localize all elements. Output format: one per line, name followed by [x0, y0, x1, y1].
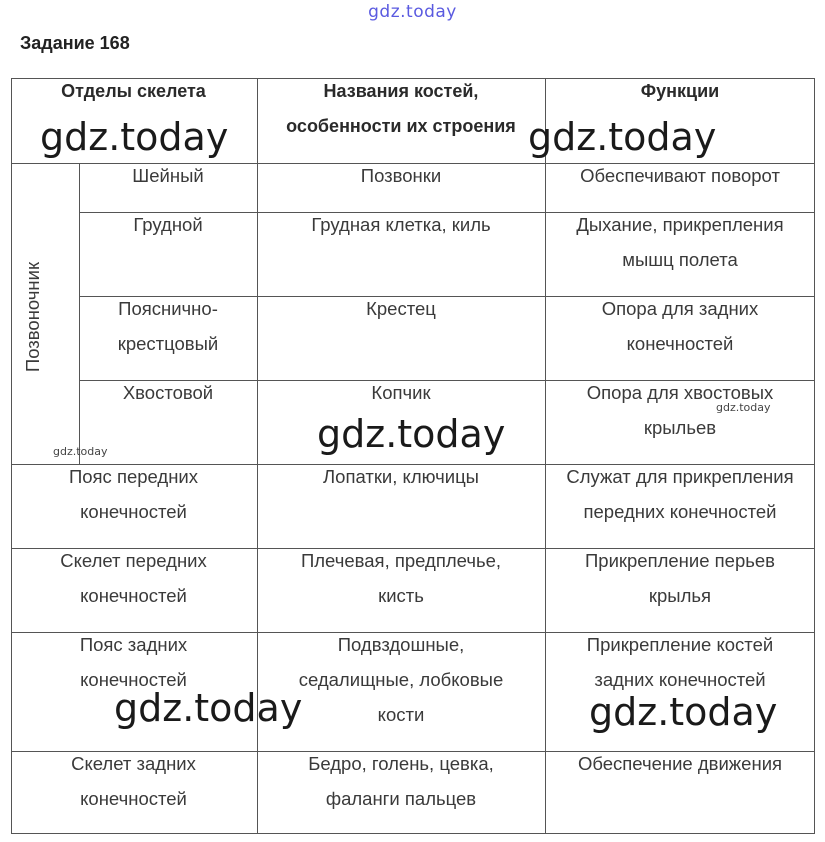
bones-cell: Крестец	[366, 298, 436, 319]
header-functions: Функции	[640, 81, 720, 101]
section-cell: Скелет передних конечностей	[60, 550, 207, 606]
function-cell: Опора для хвостовых крыльев	[586, 382, 774, 438]
bones-cell: Грудная клетка, киль	[311, 214, 491, 235]
bones-cell: Позвонки	[360, 165, 442, 186]
function-cell: Дыхание, прикрепления мышц полета	[576, 214, 784, 270]
function-cell: Служат для прикрепления передних конечностей	[566, 466, 794, 522]
function-cell: Прикрепление перьев крылья	[584, 550, 776, 606]
spine-label: Позвоночник	[22, 261, 43, 373]
task-title: Задание 168	[20, 33, 130, 53]
bones-cell: Бедро, голень, цевка, фаланги пальцев	[308, 753, 494, 809]
function-cell: Опора для задних конечностей	[601, 298, 759, 354]
section-cell: Пояс задних конечностей	[79, 634, 188, 690]
function-cell: Прикрепление костей задних конечностей	[586, 634, 774, 690]
section-cell: Грудной	[133, 214, 203, 235]
watermark: gdz.today	[317, 412, 506, 456]
watermark: gdz.today	[528, 115, 717, 159]
function-cell: Обеспечивают поворот	[580, 165, 780, 186]
bones-cell: Плечевая, предплечье, кисть	[300, 550, 502, 606]
watermark: gdz.today	[589, 690, 778, 734]
bones-cell: Лопатки, ключицы	[323, 466, 479, 487]
watermark: gdz.today	[716, 401, 771, 414]
section-cell: Хвостовой	[122, 382, 214, 403]
section-cell: Пояс передних конечностей	[68, 466, 199, 522]
header-sections: Отделы скелета	[61, 81, 206, 101]
site-watermark-top: gdz.today	[368, 2, 457, 22]
bones-cell: Подвздошные, седалищные, лобковые кости	[298, 634, 504, 725]
bones-cell: Копчик	[371, 382, 431, 403]
header-bones: Названия костей, особенности их строения	[286, 81, 516, 136]
watermark: gdz.today	[40, 115, 229, 159]
function-cell: Обеспечение движения	[577, 753, 783, 774]
section-cell: Пояснично- крестцовый	[117, 298, 219, 354]
section-cell: Шейный	[132, 165, 204, 186]
watermark: gdz.today	[53, 445, 108, 458]
section-cell: Скелет задних конечностей	[71, 753, 196, 809]
watermark: gdz.today	[114, 686, 303, 730]
